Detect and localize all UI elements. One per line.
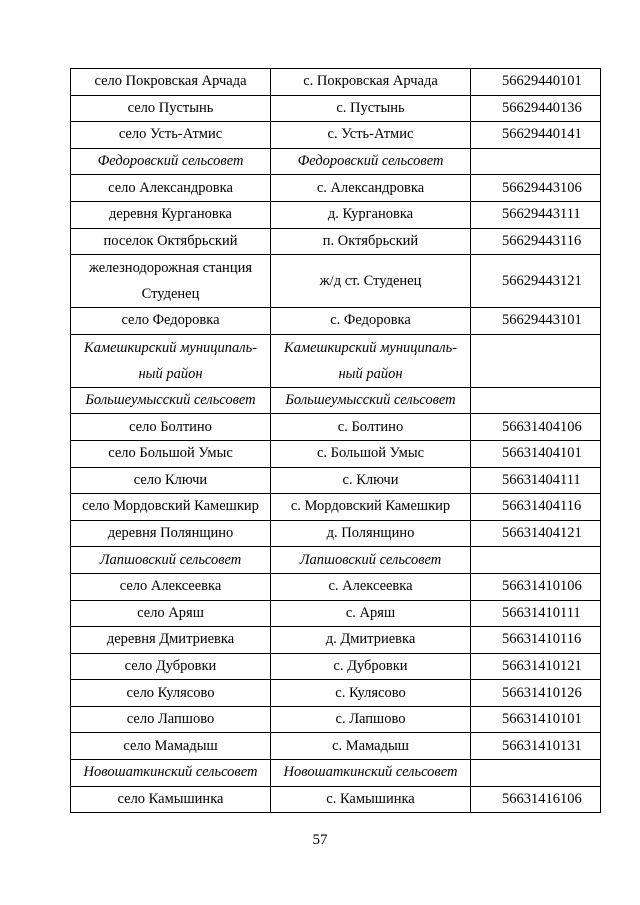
oktmo-code-cell: 56629443106: [471, 175, 601, 202]
settlement-short-name-cell: с. Дубровки: [271, 653, 471, 680]
oktmo-code-cell: 56631410101: [471, 706, 601, 733]
table-row: [71, 334, 601, 387]
oktmo-code-cell: 56631410106: [471, 573, 601, 600]
oktmo-code-cell: 56629443116: [471, 228, 601, 255]
settlement-short-name-cell: с. Мордовский Камешкир: [271, 494, 471, 521]
settlement-short-name-cell: д. Полянщино: [271, 520, 471, 547]
settlement-short-name-cell: с. Усть-Атмис: [271, 122, 471, 149]
settlement-name-cell: [71, 255, 271, 308]
table-row: [71, 627, 601, 654]
settlement-name-cell: [71, 334, 271, 387]
settlement-name-cell: село Кулясово: [71, 680, 271, 707]
settlement-name-cell: село Дубровки: [71, 653, 271, 680]
settlement-short-name-cell: п. Октябрьский: [271, 228, 471, 255]
settlement-short-name-cell: с. Камышинка: [271, 786, 471, 813]
table-row: [71, 653, 601, 680]
table-row: [71, 760, 601, 787]
settlement-name-cell-line-1: железнодорожная станция: [88, 260, 253, 277]
settlement-name-cell: Лапшовский сельсовет: [71, 547, 271, 574]
settlement-name-cell: село Болтино: [71, 414, 271, 441]
table-row: [71, 228, 601, 255]
table-row: [71, 494, 601, 521]
oktmo-code-cell: 56631404111: [471, 467, 601, 494]
settlement-name-cell: село Камышинка: [71, 786, 271, 813]
oktmo-code-cell: 56631410116: [471, 627, 601, 654]
settlements-table-body: [71, 69, 601, 813]
settlement-name-cell-line-2: ный район: [138, 365, 203, 382]
oktmo-code-cell: 56629440141: [471, 122, 601, 149]
table-row: [71, 786, 601, 813]
settlement-short-name-cell: с. Кулясово: [271, 680, 471, 707]
settlement-name-cell: село Алексеевка: [71, 573, 271, 600]
settlement-name-cell: деревня Полянщино: [71, 520, 271, 547]
oktmo-code-cell: 56631410121: [471, 653, 601, 680]
oktmo-code-cell: [471, 334, 601, 387]
oktmo-code-cell: 56631410131: [471, 733, 601, 760]
settlement-name-cell-line-1: Камешкирский муниципаль-: [83, 339, 258, 356]
settlement-name-cell: поселок Октябрьский: [71, 228, 271, 255]
table-row: [71, 95, 601, 122]
settlement-name-cell: Большеумысский сельсовет: [71, 387, 271, 414]
table-row: [71, 148, 601, 175]
settlement-name-cell: Федоровский сельсовет: [71, 148, 271, 175]
table-row: [71, 706, 601, 733]
settlement-short-name-cell: д. Дмитриевка: [271, 627, 471, 654]
table-row: [71, 573, 601, 600]
settlement-short-name-cell: Лапшовский сельсовет: [271, 547, 471, 574]
settlement-short-name-cell: с. Александровка: [271, 175, 471, 202]
settlement-short-name-cell: с. Мамадыш: [271, 733, 471, 760]
table-row: [71, 255, 601, 308]
settlement-name-cell: село Пустынь: [71, 95, 271, 122]
settlement-name-cell: село Лапшово: [71, 706, 271, 733]
settlement-name-cell: село Федоровка: [71, 308, 271, 335]
table-row: [71, 201, 601, 228]
table-row: [71, 733, 601, 760]
oktmo-code-cell: 56631410111: [471, 600, 601, 627]
table-row: [71, 440, 601, 467]
oktmo-code-cell: 56631404121: [471, 520, 601, 547]
oktmo-code-cell: 56629440136: [471, 95, 601, 122]
settlement-name-cell: село Мордовский Камешкир: [71, 494, 271, 521]
settlements-table: [70, 68, 601, 813]
settlement-short-name-cell: Федоровский сельсовет: [271, 148, 471, 175]
settlement-name-cell: село Аряш: [71, 600, 271, 627]
oktmo-code-cell: 56629440101: [471, 69, 601, 96]
table-row: [71, 308, 601, 335]
oktmo-code-cell: 56631416106: [471, 786, 601, 813]
oktmo-code-cell: 56629443121: [471, 255, 601, 308]
table-row: [71, 387, 601, 414]
table-row: [71, 122, 601, 149]
oktmo-code-cell: [471, 148, 601, 175]
settlement-short-name-cell: с. Ключи: [271, 467, 471, 494]
settlement-name-cell: село Большой Умыс: [71, 440, 271, 467]
settlement-short-name-cell: д. Кургановка: [271, 201, 471, 228]
settlement-name-cell: деревня Кургановка: [71, 201, 271, 228]
table-row: [71, 520, 601, 547]
settlement-short-name-cell: с. Болтино: [271, 414, 471, 441]
table-row: [71, 600, 601, 627]
oktmo-code-cell: [471, 760, 601, 787]
table-row: [71, 467, 601, 494]
settlement-name-cell: село Мамадыш: [71, 733, 271, 760]
table-row: [71, 414, 601, 441]
settlement-short-name-cell: Большеумысский сельсовет: [271, 387, 471, 414]
settlement-name-cell: село Покровская Арчада: [71, 69, 271, 96]
settlement-name-cell: село Усть-Атмис: [71, 122, 271, 149]
settlement-name-cell: деревня Дмитриевка: [71, 627, 271, 654]
oktmo-code-cell: [471, 547, 601, 574]
oktmo-code-cell: 56631404116: [471, 494, 601, 521]
oktmo-code-cell: 56631404106: [471, 414, 601, 441]
settlement-short-name-cell: ж/д ст. Студенец: [271, 255, 471, 308]
table-row: [71, 175, 601, 202]
oktmo-code-cell: 56629443101: [471, 308, 601, 335]
settlement-short-name-cell-line-2: ный район: [338, 365, 403, 382]
settlement-short-name-cell: Новошаткинский сельсовет: [271, 760, 471, 787]
settlement-short-name-cell: с. Покровская Арчада: [271, 69, 471, 96]
settlement-short-name-cell: с. Лапшово: [271, 706, 471, 733]
settlement-name-cell: село Ключи: [71, 467, 271, 494]
oktmo-code-cell: 56631404101: [471, 440, 601, 467]
oktmo-code-cell: 56629443111: [471, 201, 601, 228]
settlement-name-cell: Новошаткинский сельсовет: [71, 760, 271, 787]
settlement-short-name-cell-line-1: Камешкирский муниципаль-: [283, 339, 458, 356]
settlement-short-name-cell: [271, 334, 471, 387]
settlement-short-name-cell: с. Аряш: [271, 600, 471, 627]
oktmo-code-cell: 56631410126: [471, 680, 601, 707]
settlement-name-cell-line-2: Студенец: [141, 286, 200, 303]
settlement-short-name-cell: с. Федоровка: [271, 308, 471, 335]
settlement-name-cell: село Александровка: [71, 175, 271, 202]
page-number: 57: [312, 832, 328, 848]
table-row: [71, 69, 601, 96]
settlement-short-name-cell: с. Алексеевка: [271, 573, 471, 600]
oktmo-code-cell: [471, 387, 601, 414]
table-row: [71, 547, 601, 574]
settlement-short-name-cell: с. Пустынь: [271, 95, 471, 122]
table-row: [71, 680, 601, 707]
settlement-short-name-cell: с. Большой Умыс: [271, 440, 471, 467]
